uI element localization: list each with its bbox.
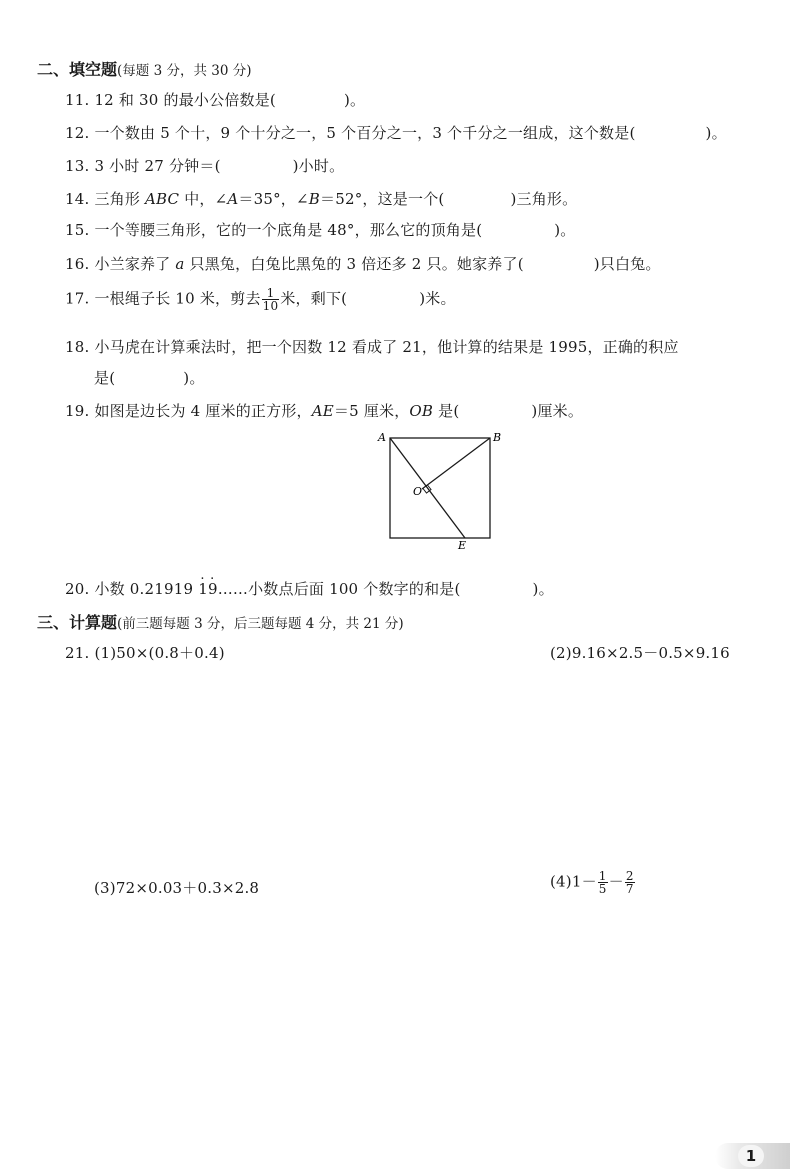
q11-text: 12 和 30 的最小公倍数是( <box>94 91 276 109</box>
q14-abc: ABC <box>145 190 180 208</box>
q12-text: 一个数由 5 个十，9 个十分之一，5 个百分之一，3 个千分之一组成，这个数是( <box>94 124 636 142</box>
fraction-2-numerator: 2 <box>625 869 634 883</box>
fraction-1-denominator: 5 <box>598 882 607 896</box>
q14-angle-b: B <box>308 190 321 208</box>
q16-number: 16. <box>65 255 90 273</box>
segment-ob <box>422 438 490 489</box>
label-b: B <box>493 431 502 444</box>
question-13 <box>65 155 344 176</box>
q21-part-4 <box>550 870 636 895</box>
q20-number: 20. <box>65 580 90 598</box>
question-14 <box>65 188 577 209</box>
q11-number: 11. <box>65 91 90 109</box>
q20-text-b: ……小数点后面 100 个数字的和是( <box>217 580 461 598</box>
q21-part-1: (1)50×(0.8＋0.4) <box>94 644 225 662</box>
q19-text-a: 如图是边长为 4 厘米的正方形， <box>94 402 312 420</box>
q14-text-b: 中，∠ <box>179 190 228 208</box>
q11-end: )。 <box>343 91 366 109</box>
q18-number: 18. <box>65 338 90 356</box>
square-figure <box>370 428 510 558</box>
q16-end: )只白兔。 <box>593 255 661 273</box>
question-12 <box>65 122 727 143</box>
section-3-heading <box>37 610 404 633</box>
q15-number: 15. <box>65 221 90 239</box>
q21-part-2: (2)9.16×2.5－0.5×9.16 <box>550 644 730 662</box>
q17-text-a: 一根绳子长 10 米，剪去 <box>94 289 261 308</box>
q12-end: )。 <box>705 124 727 142</box>
q17-number: 17. <box>65 289 90 308</box>
q21-part-4-fraction-2 <box>625 870 635 895</box>
q18-line-1: 小马虎在计算乘法时，把一个因数 12 看成了 21，他计算的结果是 1995，正确的积应 <box>94 338 679 356</box>
section-3-note: (前三题每题 3 分，后三题每题 4 分，共 21 分) <box>117 616 404 632</box>
q15-end: )。 <box>554 221 576 239</box>
q14-text-c: ＝35°，∠ <box>238 190 309 208</box>
q21-part-3: (3)72×0.03＋0.3×2.8 <box>94 879 260 897</box>
question-18-continued <box>94 367 205 388</box>
label-o: O <box>413 485 423 498</box>
question-21 <box>65 642 225 663</box>
section-2-note: (每题 3 分，共 30 分) <box>117 63 252 79</box>
question-11 <box>65 89 365 110</box>
question-20 <box>65 578 554 599</box>
question-19 <box>65 400 583 421</box>
label-e: E <box>458 539 467 552</box>
q16-variable: a <box>175 255 185 273</box>
q13-number: 13. <box>65 157 90 175</box>
q17-fraction <box>262 287 280 312</box>
q20-repeating-digit-1: ․ 1 <box>198 580 208 598</box>
q19-text-b: ＝5 厘米， <box>333 402 410 420</box>
q14-number: 14. <box>65 190 90 208</box>
q20-text-a: 小数 0.21919 <box>94 580 199 598</box>
q17-fraction-denominator: 10 <box>262 299 279 313</box>
square-outline <box>390 438 490 538</box>
q19-number: 19. <box>65 402 90 420</box>
question-18 <box>65 336 679 357</box>
q17-fraction-numerator: 1 <box>262 287 280 300</box>
q12-number: 12. <box>65 124 90 142</box>
fraction-2-denominator: 7 <box>625 882 634 896</box>
q14-text-a: 三角形 <box>94 190 146 208</box>
question-15 <box>65 219 576 240</box>
q18-line-2: 是( <box>94 369 116 387</box>
label-a: A <box>378 431 386 444</box>
q14-text-d: ＝52°，这是一个( <box>320 190 445 208</box>
fraction-1-numerator: 1 <box>598 869 607 883</box>
q16-text-a: 小兰家养了 <box>94 255 176 273</box>
q19-end: )厘米。 <box>531 402 584 420</box>
section-3-title: 三、计算题 <box>37 613 118 632</box>
section-2-title: 二、填空题 <box>37 60 118 79</box>
q14-angle-a: A <box>227 190 239 208</box>
q16-text-b: 只黑兔，白兔比黑兔的 3 倍还多 2 只。她家养了( <box>184 255 524 273</box>
q17-end: )米。 <box>419 289 456 308</box>
q18-end: )。 <box>183 369 205 387</box>
q15-text: 一个等腰三角形，它的一个底角是 48°，那么它的顶角是( <box>94 221 483 239</box>
q14-end: )三角形。 <box>510 190 578 208</box>
question-17 <box>65 287 456 312</box>
q13-end: )小时。 <box>292 157 345 175</box>
q21-part-4-minus: － <box>608 872 624 891</box>
q20-end: )。 <box>532 580 554 598</box>
section-2-heading <box>37 57 251 80</box>
q21-part-4-fraction-1 <box>598 870 608 895</box>
page-number: 1 <box>738 1145 764 1167</box>
question-16 <box>65 253 661 274</box>
q21-part-4-prefix: (4)1－ <box>550 872 597 891</box>
q19-text-c: 是( <box>433 402 460 420</box>
segment-ae <box>390 438 465 538</box>
q19-ae: AE <box>311 402 334 420</box>
q13-text: 3 小时 27 分钟＝( <box>94 157 221 175</box>
q17-text-b: 米，剩下( <box>280 289 348 308</box>
q19-ob: OB <box>409 402 434 420</box>
q20-repeating-digit-2: ․ 9 <box>208 580 218 598</box>
q21-number: 21. <box>65 644 90 662</box>
